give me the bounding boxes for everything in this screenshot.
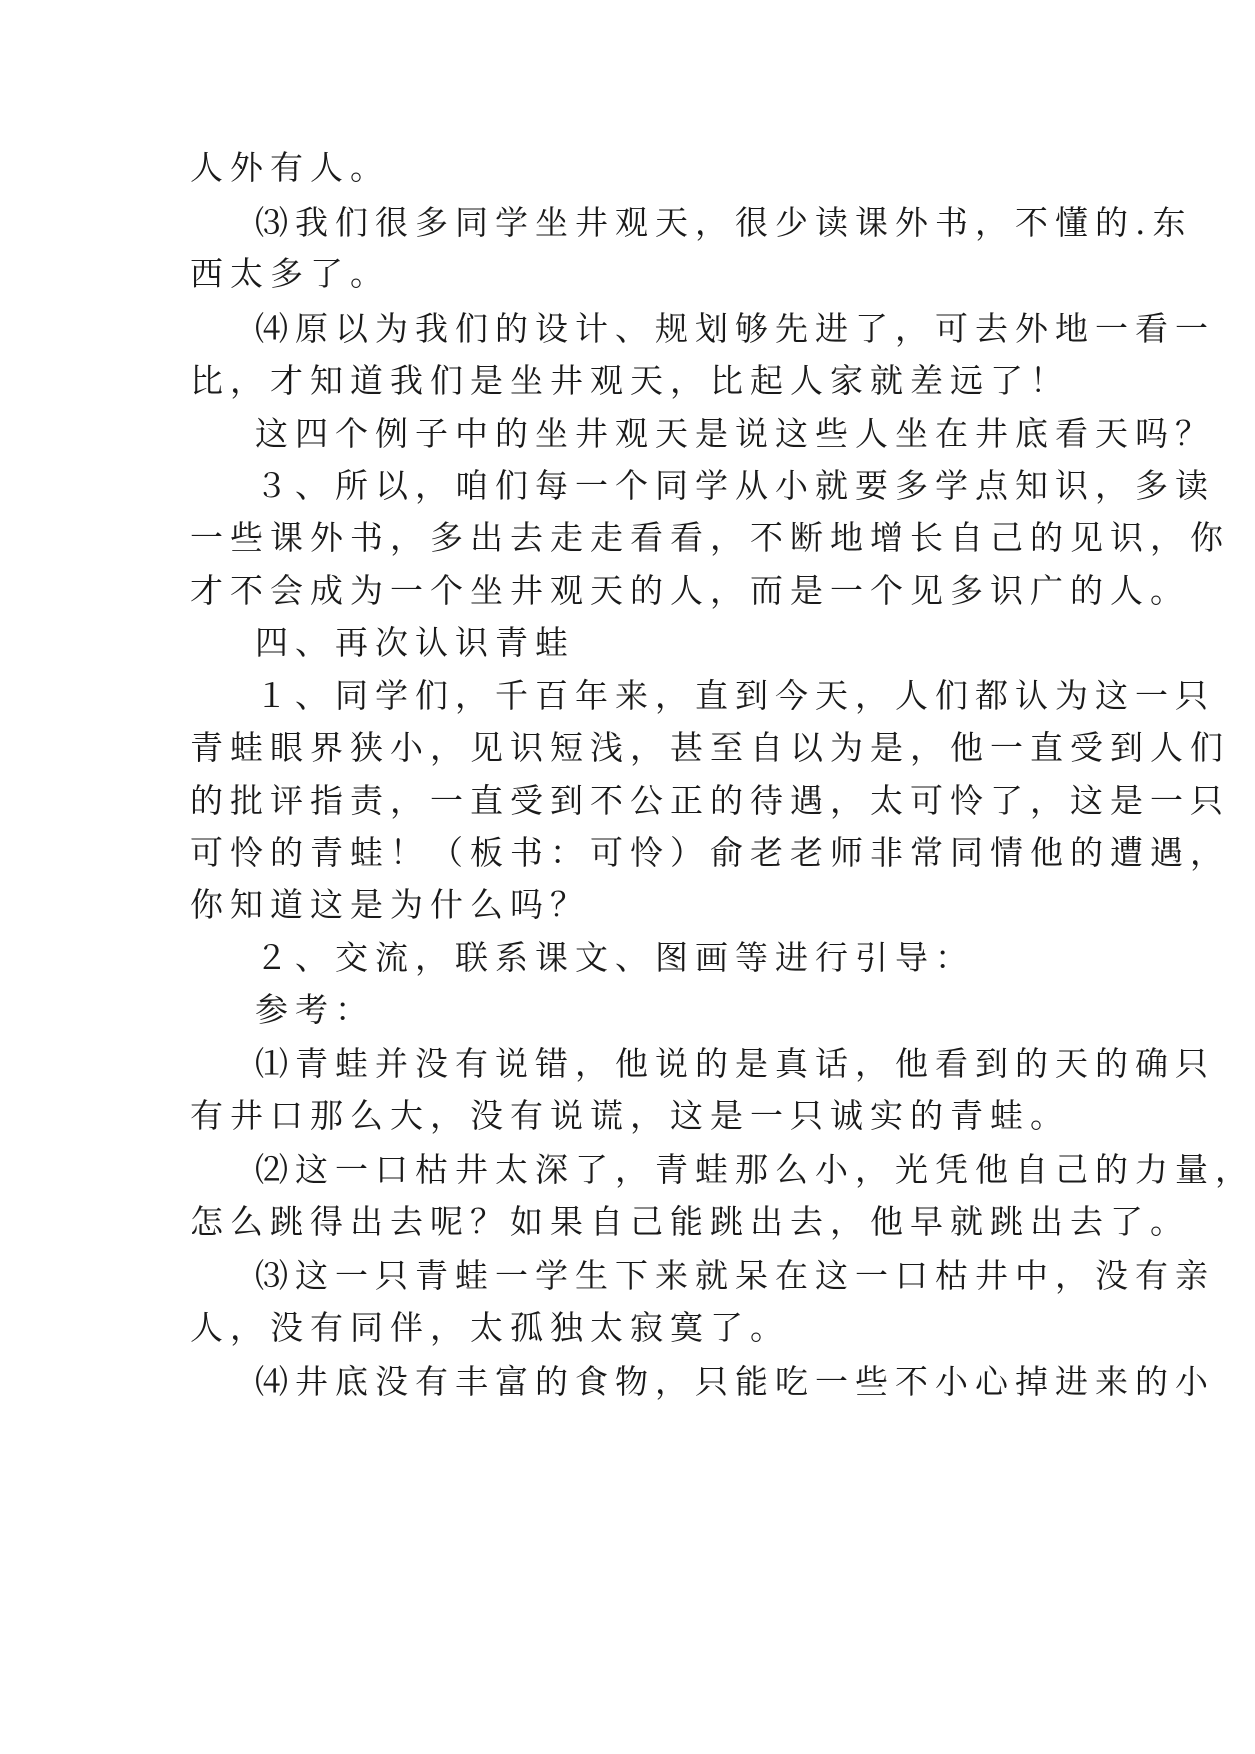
text-line: 有井口那么大，没有说谎，这是一只诚实的青蛙。 xyxy=(190,1096,1070,1135)
text-line: ⑶这一只青蛙一学生下来就呆在这一口枯井中，没有亲 xyxy=(255,1256,1215,1295)
text-line: ⑷原以为我们的设计、规划够先进了，可去外地一看一 xyxy=(255,309,1215,348)
section-heading: 四、再次认识青蛙 xyxy=(255,623,575,662)
text-line: ３、所以，咱们每一个同学从小就要多学点知识，多读 xyxy=(255,466,1215,505)
text-line: 怎么跳得出去呢？如果自己能跳出去，他早就跳出去了。 xyxy=(190,1202,1190,1241)
text-line: 比，才知道我们是坐井观天，比起人家就差远了！ xyxy=(190,361,1070,400)
text-line: 的批评指责，一直受到不公正的待遇，太可怜了，这是一只 xyxy=(190,781,1230,820)
text-line: 可怜的青蛙！（板书：可怜）俞老老师非常同情他的遭遇， xyxy=(190,833,1230,872)
text-line: ⑶我们很多同学坐井观天，很少读课外书，不懂的.东 xyxy=(255,203,1193,242)
text-line: 才不会成为一个坐井观天的人，而是一个见多识广的人。 xyxy=(190,571,1190,610)
text-line: 参考： xyxy=(255,990,375,1029)
text-line: ⑴青蛙并没有说错，他说的是真话，他看到的天的确只 xyxy=(255,1044,1215,1083)
text-line: ⑵这一口枯井太深了，青蛙那么小，光凭他自己的力量， xyxy=(255,1150,1255,1189)
text-line: 一些课外书，多出去走走看看，不断地增长自己的见识，你 xyxy=(190,518,1230,557)
text-line: 你知道这是为什么吗？ xyxy=(190,885,590,924)
text-line: 这四个例子中的坐井观天是说这些人坐在井底看天吗？ xyxy=(255,414,1215,453)
text-line: 青蛙眼界狭小，见识短浅，甚至自以为是，他一直受到人们 xyxy=(190,728,1230,767)
text-line: １、同学们，千百年来，直到今天，人们都认为这一只 xyxy=(255,676,1215,715)
text-line: 人外有人。 xyxy=(190,148,390,187)
text-line: ⑷井底没有丰富的食物，只能吃一些不小心掉进来的小 xyxy=(255,1362,1215,1401)
text-line: ２、交流，联系课文、图画等进行引导： xyxy=(255,938,975,977)
text-line: 西太多了。 xyxy=(190,254,390,293)
text-line: 人，没有同伴，太孤独太寂寞了。 xyxy=(190,1308,790,1347)
